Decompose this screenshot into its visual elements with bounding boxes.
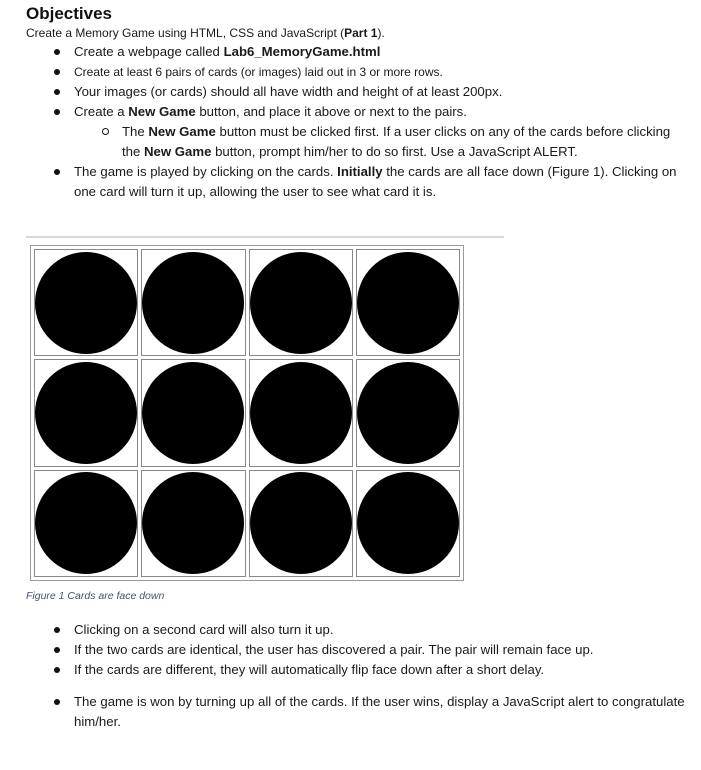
item-text: The (122, 124, 149, 139)
intro-text-start: Create a Memory Game using HTML, CSS and JavaScript ( (26, 26, 345, 40)
page-title: Objectives (26, 4, 112, 23)
rules-list (26, 620, 686, 680)
card-back-circle (35, 362, 137, 464)
list-item (26, 162, 686, 202)
card[interactable] (356, 249, 460, 356)
item-text: button must be clicked first. If a user clicks on any of the cards before clicking the (122, 124, 671, 159)
card[interactable] (249, 249, 353, 356)
card-back-circle (357, 252, 459, 354)
list-item: Clicking on a second card will also turn it up. (26, 620, 686, 640)
card-back-circle (142, 362, 244, 464)
list-item: If the two cards are identical, the user has discovered a pair. The pair will remain face up. (26, 640, 686, 660)
card-back-circle (357, 472, 459, 574)
intro-text-end: ). (377, 26, 385, 40)
paragraph-gap (26, 680, 686, 692)
document-body (26, 4, 686, 202)
list-item: The game is won by turning up all of the cards. If the user wins, display a JavaScript alert to congratulate him/her. (26, 692, 686, 732)
list-item: Your images (or cards) should all have width and height of at least 200px. (26, 82, 686, 102)
list-item (26, 102, 686, 122)
item-filename: Lab6_MemoryGame.html (223, 44, 381, 59)
horizontal-rule (26, 236, 504, 238)
card[interactable] (141, 470, 245, 577)
intro-bold: Part 1 (344, 26, 378, 40)
list-item: If the cards are different, they will automatically flip face down after a short delay. (26, 660, 686, 680)
card-back-circle (142, 472, 244, 574)
win-list (26, 692, 686, 732)
item-text: button, and place it above or next to the pairs. (195, 104, 467, 119)
card-back-circle (35, 252, 137, 354)
card-grid (30, 245, 464, 581)
item-text: Create a webpage called (74, 44, 224, 59)
item-text: the cards are all face down (Figure 1). Clicking on one card will turn it up, allowing the user to see what card it is. (74, 164, 677, 199)
list-item: Create at least 6 pairs of cards (or images) laid out in 3 or more rows. (26, 62, 686, 82)
card-back-circle (35, 472, 137, 574)
objectives-list (26, 42, 686, 202)
card-back-circle (250, 362, 352, 464)
item-bold: Initially (337, 164, 383, 179)
sub-list-item (26, 122, 686, 162)
card[interactable] (34, 470, 138, 577)
rules-section (26, 620, 686, 732)
item-text: Create a (74, 104, 129, 119)
card[interactable] (249, 470, 353, 577)
item-bold: New Game (128, 104, 196, 119)
card[interactable] (34, 359, 138, 466)
card-back-circle (357, 362, 459, 464)
card[interactable] (356, 359, 460, 466)
list-item (26, 42, 686, 62)
card[interactable] (141, 359, 245, 466)
card[interactable] (141, 249, 245, 356)
item-bold: New Game (144, 144, 212, 159)
card-back-circle (250, 472, 352, 574)
item-bold: New Game (148, 124, 216, 139)
card-back-circle (250, 252, 352, 354)
intro-text (26, 24, 686, 42)
item-text: The game is played by clicking on the cards. (74, 164, 338, 179)
card[interactable] (34, 249, 138, 356)
item-text: button, prompt him/her to do so first. Use a JavaScript ALERT. (211, 144, 578, 159)
figure-caption: Figure 1 Cards are face down (26, 590, 165, 602)
card-back-circle (142, 252, 244, 354)
card[interactable] (356, 470, 460, 577)
card[interactable] (249, 359, 353, 466)
